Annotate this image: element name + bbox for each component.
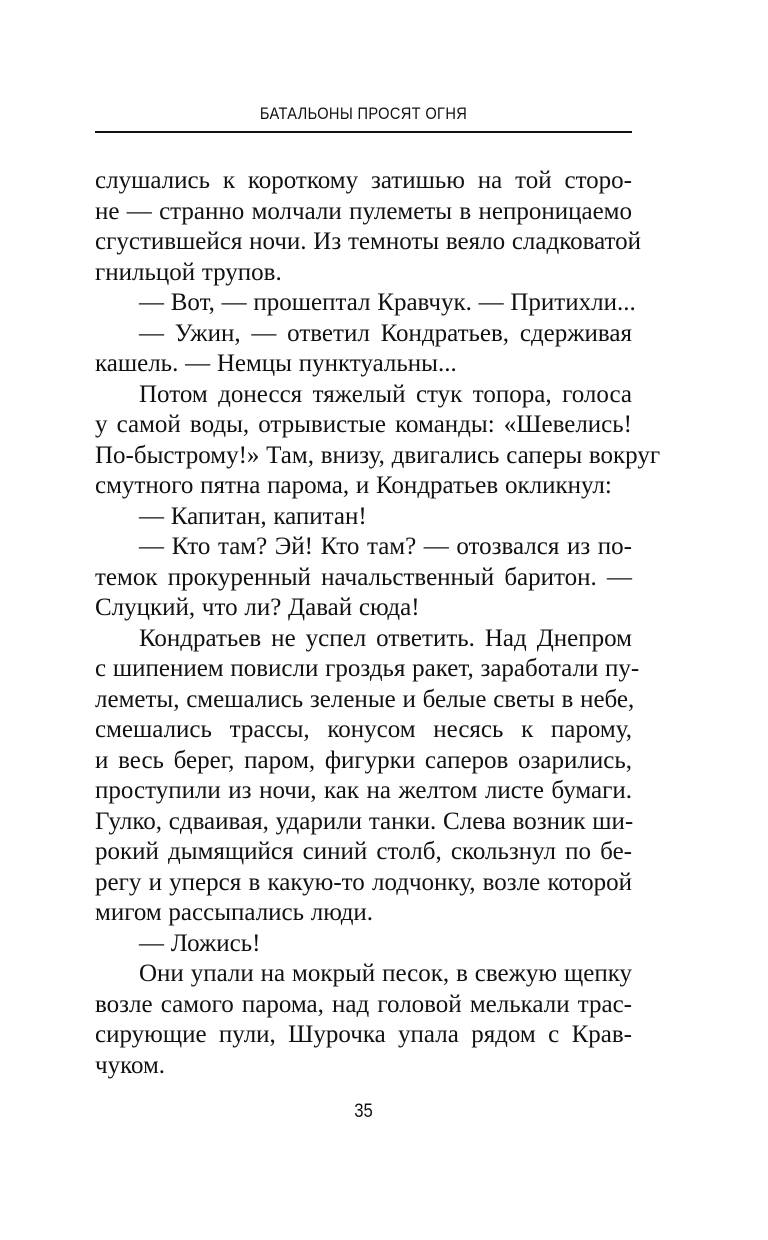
text-line: кашель. — Немцы пунктуальны... xyxy=(95,350,457,377)
page-number: 35 xyxy=(354,1101,373,1122)
text-line: По-быстрому!» Там, внизу, двигались саперы вокруг xyxy=(95,441,661,469)
text-line: слушались к короткому затишью на той сторо- xyxy=(95,167,632,194)
text-line: Слуцкий, что ли? Давай сюда! xyxy=(95,594,420,621)
text-line: у самой воды, отрывистые команды: «Шевелись! xyxy=(95,411,632,438)
text-line: мигом рассыпались люди. xyxy=(95,899,374,926)
text-line: — Капитан, капитан! xyxy=(139,502,367,530)
text-line: леметы, смешались зеленые и белые светы в небе, xyxy=(95,685,635,713)
text-line: — Вот, — прошептал Кравчук. — Притихли... xyxy=(139,289,636,316)
text-line: чуком. xyxy=(95,1051,166,1079)
text-line: Гулко, сдваивая, ударили танки. Слева возник ши- xyxy=(95,807,634,835)
text-line: возле самого парома, над головой мелькали трас- xyxy=(95,990,632,1018)
text-line: проступили из ночи, как на желтом листе бумаги. xyxy=(95,777,632,804)
text-line: и весь берег, паром, фигурки саперов озарились, xyxy=(95,746,632,774)
text-line: рокий дымящийся синий столб, скользнул по бе- xyxy=(95,838,632,865)
text-line: смешались трассы, конусом несясь к парому, xyxy=(95,716,632,743)
text-line: не — странно молчали пулеметы в непроницаемо xyxy=(95,197,632,225)
text-line: — Кто там? Эй! Кто там? — отозвался из по- xyxy=(139,533,632,560)
text-line: гнильцой трупов. xyxy=(95,258,282,286)
body-text xyxy=(95,166,661,1081)
text-line: Они упали на мокрый песок, в свежую щепку xyxy=(139,960,632,987)
text-line: с шипением повисли гроздья ракет, заработали пу- xyxy=(95,655,640,682)
text-line: Кондратьев не успел ответить. Над Днепром xyxy=(139,624,632,652)
text-line: регу и уперся в какую-то лодчонку, возле которой xyxy=(95,868,632,896)
text-line: смутного пятна парома, и Кондратьев окликнул: xyxy=(95,472,612,499)
header-rule xyxy=(95,131,632,133)
text-line: Потом донесся тяжелый стук топора, голоса xyxy=(139,380,632,408)
text-line: сгустившейся ночи. Из темноты веяло сладковатой xyxy=(95,228,641,255)
text-line: темок прокуренный начальственный баритон. — xyxy=(95,563,632,591)
running-title: БАТАЛЬОНЫ ПРОСЯТ ОГНЯ xyxy=(259,104,468,123)
text-line: — Ужин, — ответил Кондратьев, сдерживая xyxy=(139,319,632,347)
text-line: — Ложись! xyxy=(139,929,261,957)
text-line: сирующие пули, Шурочка упала рядом с Крав- xyxy=(95,1021,632,1048)
